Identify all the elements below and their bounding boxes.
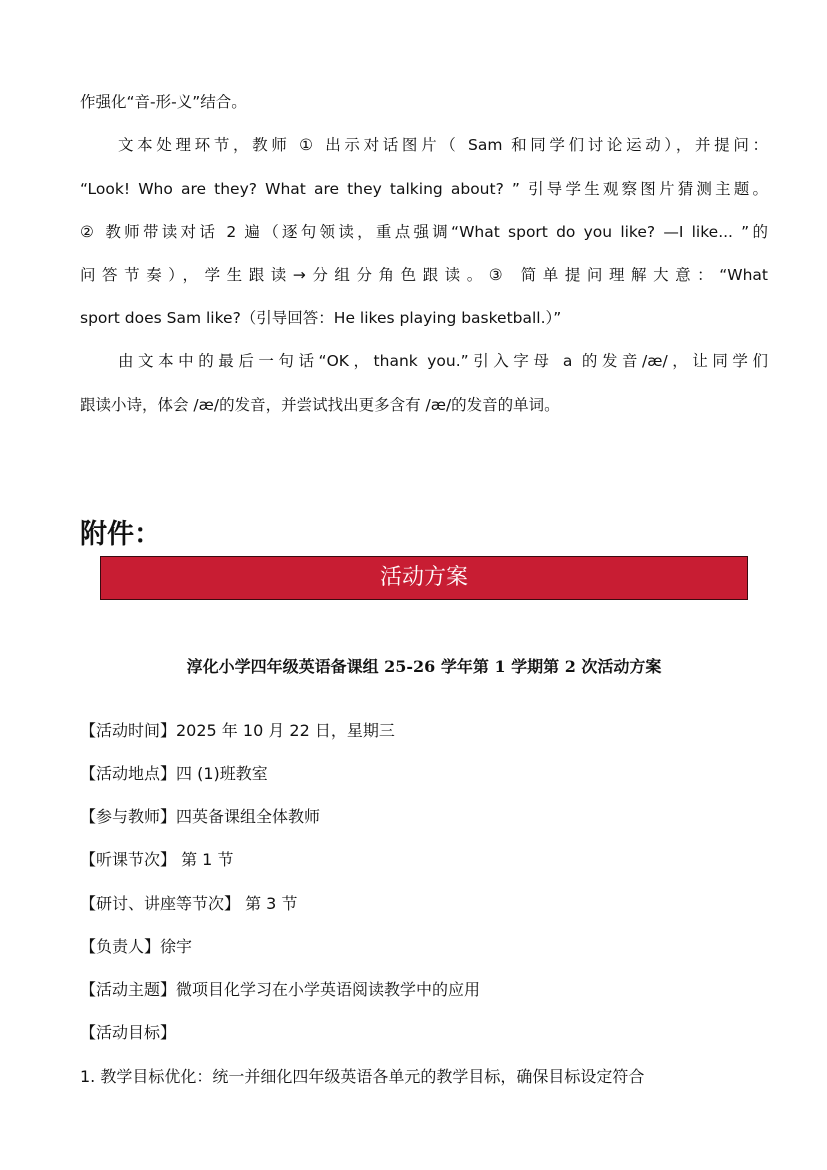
seminar-period: 【研讨、讲座等节次】 第 3 节 <box>80 894 298 913</box>
paragraph-line: 问答节奏），学生跟读→分组分角色跟读。③ 简单提问理解大意：“What <box>80 266 768 284</box>
paragraph-line: 由文本中的最后一句话“OK，thank you.”引入字母 a 的发音/æ/，让同学们 <box>118 352 768 370</box>
paragraph-line: ② 教师带读对话 2 遍（逐句领读，重点强调“What sport do you like? —I like... ”的 <box>80 223 768 241</box>
paragraph-line: 跟读小诗，体会 /æ/的发音，并尝试找出更多含有 /æ/的发音的单词。 <box>80 396 560 414</box>
activity-theme: 【活动主题】微项目化学习在小学英语阅读教学中的应用 <box>80 980 481 999</box>
lesson-period: 【听课节次】 第 1 节 <box>80 850 234 869</box>
activity-goals-heading: 【活动目标】 <box>80 1023 177 1042</box>
participating-teachers: 【参与教师】四英备课组全体教师 <box>80 807 321 826</box>
attachment-heading: 附件： <box>80 519 161 550</box>
paragraph-line: 作强化“音-形-义”结合。 <box>80 93 247 111</box>
paragraph-line: “Look! Who are they? What are they talking about? ” 引导学生观察图片猜测主题。 <box>80 180 768 198</box>
activity-plan-banner: 活动方案 <box>100 556 748 600</box>
activity-place: 【活动地点】四 (1)班教室 <box>80 764 268 783</box>
activity-time: 【活动时间】2025 年 10 月 22 日，星期三 <box>80 721 395 740</box>
person-in-charge: 【负责人】徐宇 <box>80 937 193 956</box>
goal-item: 1. 教学目标优化：统一并细化四年级英语各单元的教学目标，确保目标设定符合 <box>80 1067 645 1086</box>
paragraph-line: sport does Sam like?（引导回答：He likes playing basketball.）” <box>80 309 562 327</box>
plan-title: 淳化小学四年级英语备课组 25-26 学年第 1 学期第 2 次活动方案 <box>186 657 662 676</box>
paragraph-line: 文本处理环节，教师 ① 出示对话图片（ Sam 和同学们讨论运动），并提问： <box>118 136 768 154</box>
